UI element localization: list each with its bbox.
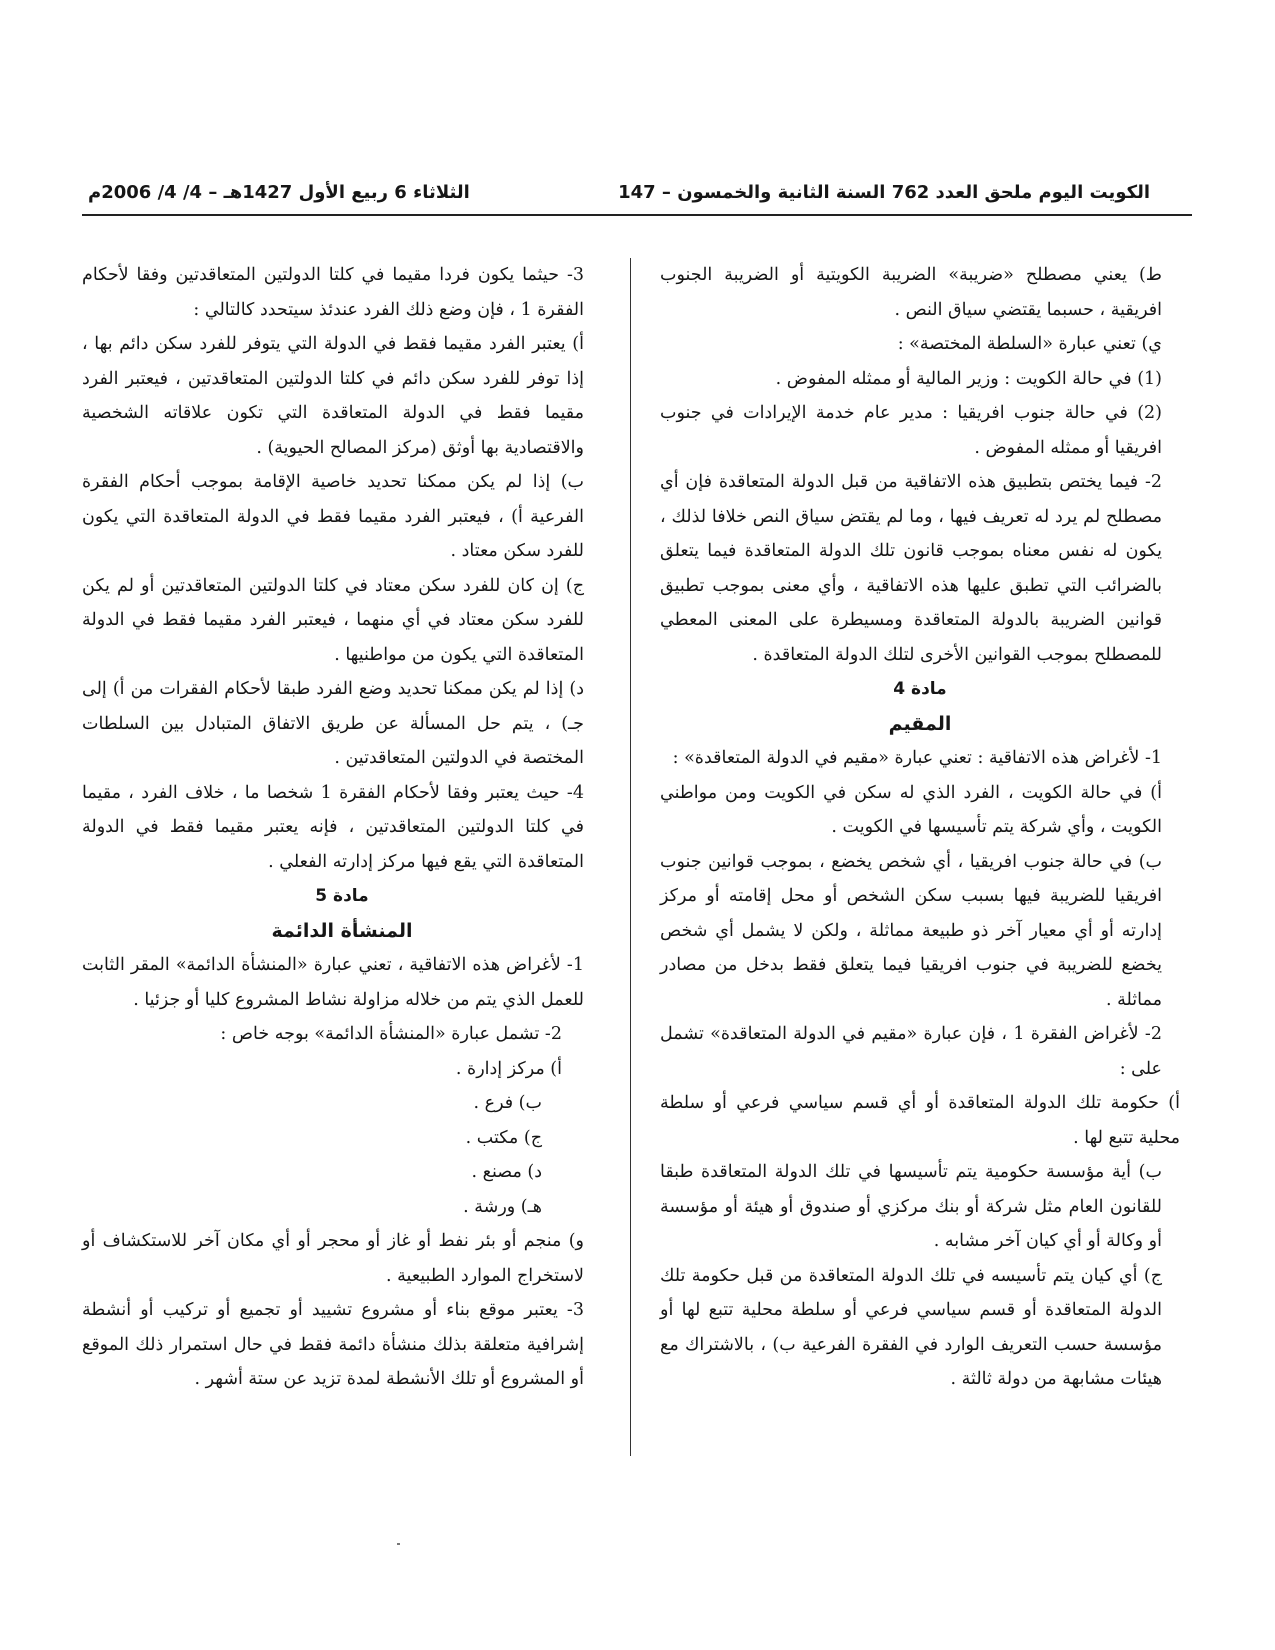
- paragraph: ج) إن كان للفرد سكن معتاد في كلتا الدولتين المتعاقدتين أو لم يكن للفرد سكن معتاد في أي منهما ، فيعتبر الفرد مقيما فقط في الدولة المتعاقدة التي يكون من مواطنيها .: [82, 575, 584, 665]
- paragraph: ب) فرع .: [473, 1093, 542, 1113]
- paragraph: 2- تشمل عبارة «المنشأة الدائمة» بوجه خاص :: [220, 1024, 562, 1044]
- paragraph: د) مصنع .: [471, 1162, 542, 1182]
- paragraph: 1- لأغراض هذه الاتفاقية ، تعني عبارة «المنشأة الدائمة» المقر الثابت للعمل الذي يتم من خلاله مزاولة نشاط المشروع كليا أو جزئيا .: [82, 955, 584, 1010]
- paragraph: ج) مكتب .: [465, 1127, 542, 1148]
- paragraph: أ) حكومة تلك الدولة المتعاقدة أو أي قسم سياسي فرعي أو سلطة محلية تتبع لها .: [660, 1093, 1180, 1148]
- paragraph: و) منجم أو بئر نفط أو غاز أو محجر أو أي مكان آخر للاستكشاف أو لاستخراج الموارد الطبيعية .: [82, 1231, 584, 1286]
- paragraph: 2- فيما يختص بتطبيق هذه الاتفاقية من قبل الدولة المتعاقدة فإن أي مصطلح لم يرد له تعريف فيها ، وما لم يقتض سياق النص خلافا لذلك ، يكون له نفس معناه بموجب قانون تلك الدولة المتعاقدة فيما يتعلق بالضرائب التي تطبق عليها هذه الاتفاقية ، وأي معنى بموجب تطبيق قوانين الضريبة بالدولة المتعاقدة ومسيطرة على المعنى المعطي للمصطلح بموجب القوانين الأخرى لتلك الدولة المتعاقدة .: [660, 472, 1162, 665]
- article-heading: مادة 4: [893, 679, 947, 699]
- paragraph: ي) تعني عبارة «السلطة المختصة» :: [897, 334, 1162, 354]
- paragraph: أ) يعتبر الفرد مقيما فقط في الدولة التي يتوفر للفرد سكن دائم بها ، إذا توفر للفرد سكن دائم في كلتا الدولتين المتعاقدتين ، فيعتبر الفرد مقيما فقط في الدولة المتعاقدة التي تكون علاقاته الشخصية والاقتصادية بها أوثق (مركز المصالح الحيوية) .: [82, 334, 584, 458]
- header-divider: [82, 214, 1192, 216]
- scan-speck: [397, 1543, 400, 1545]
- paragraph: (1) في حالة الكويت : وزير المالية أو ممثله المفوض .: [775, 368, 1162, 389]
- paragraph: 4- حيث يعتبر وفقا لأحكام الفقرة 1 شخصا ما ، خلاف الفرد ، مقيما في كلتا الدولتين المتعاقدتين ، فإنه يعتبر مقيما فقط في الدولة المتعاقدة التي يقع فيها مركز إدارته الفعلي .: [82, 782, 584, 872]
- paragraph: ب) في حالة جنوب افريقيا ، أي شخص يخضع ، بموجب قوانين جنوب افريقيا للضريبة فيها بسبب سكن الشخص أو محل إقامته أو مركز إدارته أو أي معيار آخر ذو طبيعة مماثلة ، ولكن لا يشمل أي شخص يخضع للضريبة في جنوب افريقيا فيما يتعلق فقط بدخل من مصادر مماثلة .: [660, 851, 1162, 1010]
- column-divider: [630, 258, 631, 1456]
- paragraph: 1- لأغراض هذه الاتفاقية : تعني عبارة «مقيم في الدولة المتعاقدة» :: [672, 748, 1162, 768]
- paragraph: 3- يعتبر موقع بناء أو مشروع تشييد أو تجميع أو تركيب أو أنشطة إشرافية متعلقة بذلك منشأة دائمة فقط في حال استمرار ذلك الموقع أو المشروع أو تلك الأنشطة لمدة تزيد عن ستة أشهر .: [82, 1300, 584, 1389]
- paragraph: هـ) ورشة .: [463, 1196, 542, 1217]
- paragraph: ب) أية مؤسسة حكومية يتم تأسيسها في تلك الدولة المتعاقدة طبقا للقانون العام مثل شركة أو بنك مركزي أو صندوق أو هيئة أو مؤسسة أو وكالة أو أي كيان آخر مشابه .: [660, 1162, 1162, 1251]
- paragraph: د) إذا لم يكن ممكنا تحديد وضع الفرد طبقا لأحكام الفقرات من أ) إلى جـ) ، يتم حل المسألة عن طريق الاتفاق المتبادل بين السلطات المختصة في الدولتين المتعاقدتين .: [82, 679, 584, 768]
- right-text-column: [660, 258, 1180, 1397]
- paragraph: ج) أي كيان يتم تأسيسه في تلك الدولة المتعاقدة من قبل حكومة تلك الدولة المتعاقدة أو قسم سياسي فرعي أو سلطة محلية تتبع لها أو مؤسسة حسب التعريف الوارد في الفقرة الفرعية ب) ، بالاشتراك مع هيئات مشابهة من دولة ثالثة .: [660, 1265, 1162, 1389]
- article-heading: المنشأة الدائمة: [271, 919, 413, 942]
- article-heading: مادة 5: [315, 886, 369, 906]
- gazette-header-date: الثلاثاء 6 ربيع الأول 1427هـ – 4/ 4/ 2006م: [88, 182, 470, 203]
- paragraph: ب) إذا لم يكن ممكنا تحديد خاصية الإقامة بموجب أحكام الفقرة الفرعية أ) ، فيعتبر الفرد مقيما فقط في الدولة المتعاقدة التي يكون للفرد سكن معتاد .: [82, 472, 584, 561]
- article-heading: المقيم: [888, 712, 952, 735]
- paragraph: أ) في حالة الكويت ، الفرد الذي له سكن في الكويت ومن مواطني الكويت ، وأي شركة يتم تأسيسها في الكويت .: [660, 782, 1162, 837]
- paragraph: أ) مركز إدارة .: [455, 1058, 562, 1079]
- paragraph: 2- لأغراض الفقرة 1 ، فإن عبارة «مقيم في الدولة المتعاقدة» تشمل على :: [660, 1024, 1162, 1079]
- left-text-column: [82, 258, 602, 1397]
- paragraph: ط) يعني مصطلح «ضريبة» الضريبة الكويتية أو الضريبة الجنوب افريقية ، حسبما يقتضي سياق النص .: [660, 265, 1162, 320]
- paragraph: (2) في حالة جنوب افريقيا : مدير عام خدمة الإيرادات في جنوب افريقيا أو ممثله المفوض .: [660, 403, 1162, 458]
- gazette-header-issue: الكويت اليوم ملحق العدد 762 السنة الثانية والخمسون – 147: [618, 182, 1150, 203]
- paragraph: 3- حيثما يكون فردا مقيما في كلتا الدولتين المتعاقدتين وفقا لأحكام الفقرة 1 ، فإن وضع ذلك الفرد عندئذ سيتحدد كالتالي :: [82, 265, 584, 320]
